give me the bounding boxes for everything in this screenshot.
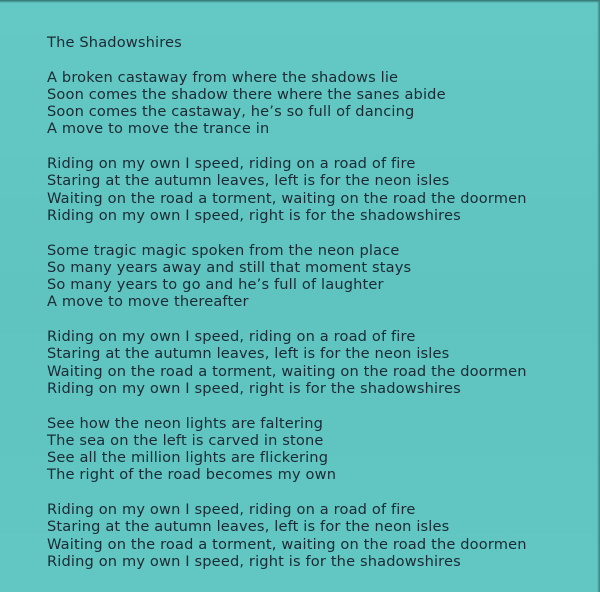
lyric-line: Riding on my own I speed, riding on a road of fire (47, 501, 416, 519)
lyric-line: Waiting on the road a torment, waiting on the road the doormen (47, 189, 527, 207)
stanza-6 (47, 501, 592, 570)
lyric-line: Soon comes the shadow there where the sanes abide (47, 85, 446, 103)
stanza-2 (47, 155, 592, 224)
lyric-line: Riding on my own I speed, riding on a road of fire (47, 328, 416, 346)
lyric-line: Some tragic magic spoken from the neon place (47, 241, 400, 259)
lyric-line: Waiting on the road a torment, waiting on the road the doormen (47, 535, 527, 553)
lyric-line: The right of the road becomes my own (47, 466, 337, 484)
lyrics-block (47, 34, 592, 588)
stanza-1 (47, 69, 592, 138)
lyric-line: Riding on my own I speed, riding on a road of fire (47, 155, 416, 173)
lyric-line: A move to move the trance in (47, 120, 270, 138)
lyric-line: Staring at the autumn leaves, left is for the neon isles (47, 172, 450, 190)
lyric-line: See how the neon lights are faltering (47, 414, 324, 432)
lyric-line: Riding on my own I speed, right is for the shadowshires (47, 552, 461, 570)
lyric-line: Riding on my own I speed, right is for the shadowshires (47, 206, 461, 224)
lyric-line: So many years away and still that moment stays (47, 258, 412, 276)
lyric-line: Staring at the autumn leaves, left is for the neon isles (47, 518, 450, 536)
lyric-line: See all the million lights are flickering (47, 449, 329, 467)
lyric-line: A broken castaway from where the shadows lie (47, 68, 399, 86)
stanza-3 (47, 242, 592, 311)
lyric-line: Soon comes the castaway, he’s so full of dancing (47, 103, 415, 121)
stanza-4 (47, 328, 592, 397)
song-title: The Shadowshires (47, 34, 182, 51)
page-top-edge (0, 0, 600, 3)
lyric-line: A move to move thereafter (47, 293, 249, 311)
lyric-line: Waiting on the road a torment, waiting on the road the doormen (47, 362, 527, 380)
lyric-line: So many years to go and he’s full of laughter (47, 276, 384, 294)
lyric-line: Staring at the autumn leaves, left is for the neon isles (47, 345, 450, 363)
lyric-line: The sea on the left is carved in stone (47, 431, 324, 449)
lyric-line: Riding on my own I speed, right is for the shadowshires (47, 379, 461, 397)
stanza-5 (47, 415, 592, 484)
